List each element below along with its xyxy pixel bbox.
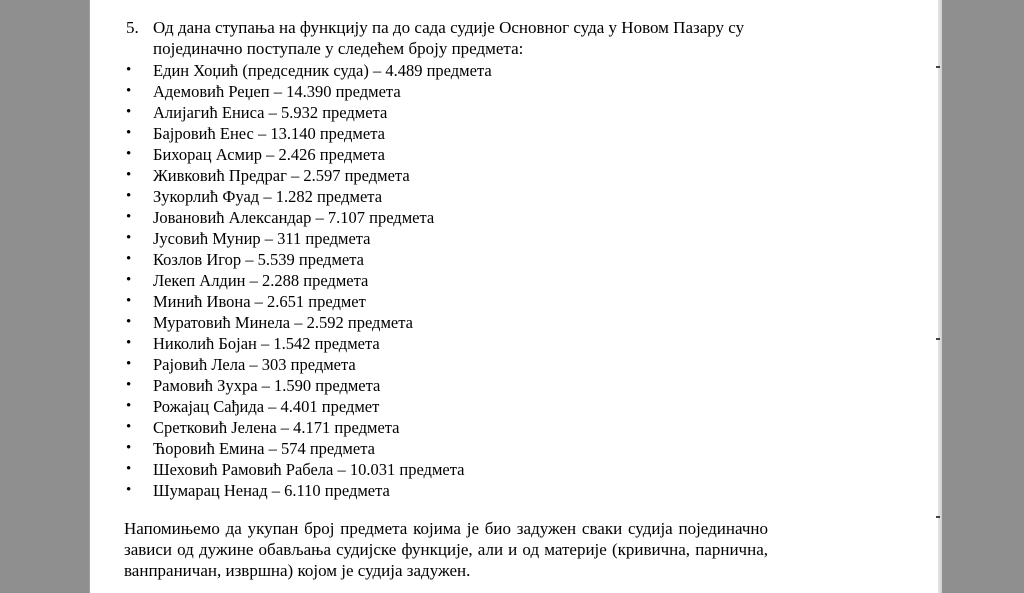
judge-entry: Един Хоџић (председник суда) – 4.489 предмета [153,61,492,80]
bullet-icon: • [126,272,132,288]
bullet-icon: • [126,230,132,246]
bullet-icon: • [126,314,132,330]
judge-entry: Сретковић Јелена – 4.171 предмета [153,418,400,437]
judge-entry: Јовановић Александар – 7.107 предмета [153,208,435,227]
bullet-icon: • [126,398,132,414]
bullet-icon: • [126,251,132,267]
bullet-icon: • [126,146,132,162]
judge-entry: Николић Бојан – 1.542 предмета [153,334,380,353]
bullet-icon: • [126,440,132,456]
judge-entry: Бихорац Асмир – 2.426 предмета [153,145,385,164]
bullet-icon: • [126,188,132,204]
bullet-icon: • [126,461,132,477]
bullet-icon: • [126,83,132,99]
bullet-icon: • [126,167,132,183]
judge-entry: Рајовић Лела – 303 предмета [153,355,356,374]
bullet-icon: • [126,335,132,351]
bullet-icon: • [126,293,132,309]
judge-entry: Шеховић Рамовић Рабела – 10.031 предмета [153,460,465,479]
judge-entry: Рамовић Зухра – 1.590 предмета [153,376,381,395]
judge-entry: Адемовић Реџеп – 14.390 предмета [153,82,401,101]
page-edge-mark [936,516,940,518]
page-edge-mark [936,66,940,68]
judge-entry: Ћоровић Емина – 574 предмета [153,439,375,458]
bullet-icon: • [126,377,132,393]
judge-entry: Рожајац Сађида – 4.401 предмет [153,397,380,416]
judge-entry: Козлов Игор – 5.539 предмета [153,250,364,269]
judge-entry: Лекеп Алдин – 2.288 предмета [153,271,369,290]
judge-entry: Алијагић Ениса – 5.932 предмета [153,103,388,122]
judge-entry: Живковић Предраг – 2.597 предмета [153,166,410,185]
bullet-icon: • [126,419,132,435]
judge-entry: Бајровић Енес – 13.140 предмета [153,124,385,143]
paragraph-number: 5. [126,18,139,37]
bullet-icon: • [126,356,132,372]
bullet-icon: • [126,62,132,78]
judge-entry: Шумарац Ненад – 6.110 предмета [153,481,390,500]
bullet-icon: • [126,482,132,498]
bullet-icon: • [126,125,132,141]
judge-entry: Муратовић Минела – 2.592 предмета [153,313,413,332]
viewer-right-margin [942,0,1024,593]
page-edge-mark [936,338,940,340]
bullet-icon: • [126,104,132,120]
judge-entry: Минић Ивона – 2.651 предмет [153,292,366,311]
judge-entry: Зукорлић Фуад – 1.282 предмета [153,187,383,206]
bullet-icon: • [126,209,132,225]
judge-entry: Јусовић Мунир – 311 предмета [153,229,371,248]
paragraph-text: Од дана ступања на функцију па до сада судије Основног суда у Новом Пазару су појединачно поступале у следећем броју предмета: [153,18,745,58]
closing-note: Напомињемо да укупан број предмета којима је био задужен сваки судија појединачно зависи од дужине обављања судијске функције, али и од материје (кривична, парнична, ванпраничан, извршна) којом је судија задужен. [124,519,768,580]
